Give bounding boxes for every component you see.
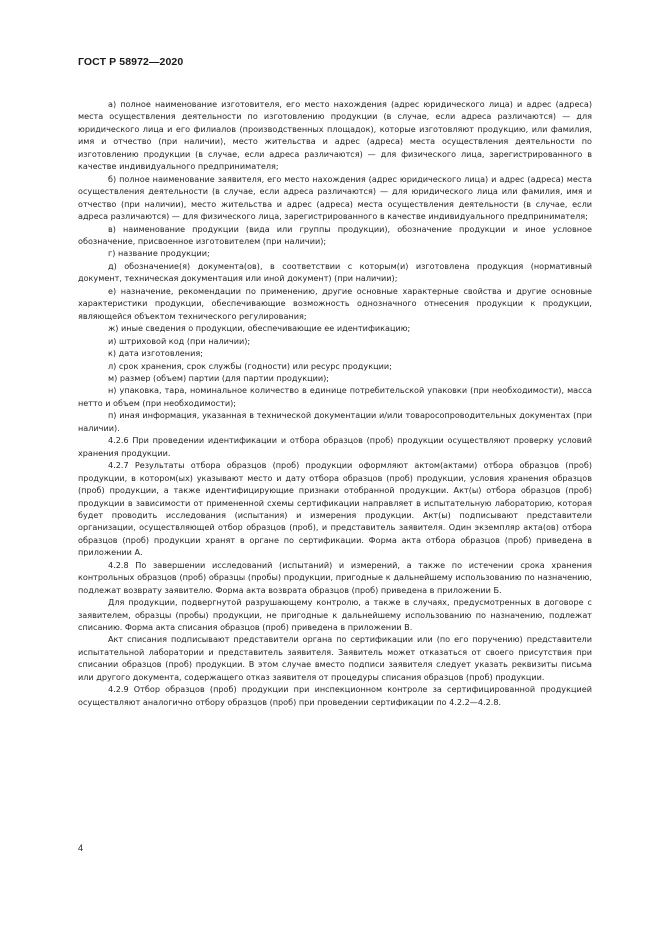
paragraph-item-zh: ж) иные сведения о продукции, обеспечивающие ее идентификацию; — [108, 323, 411, 334]
document-header: ГОСТ Р 58972—2020 — [78, 56, 184, 68]
paragraph-item-k: к) дата изготовления; — [108, 348, 203, 359]
paragraph-destructive-control: Для продукции, подвергнутой разрушающему контролю, а также в случаях, предусмотренных в договоре с заявителем, образцы (пробы) продукции, не пригодные к дальнейшему использованию по назначению, подлежат списанию. Форма акта списания образцов (проб) приведена в приложении В. — [78, 597, 592, 633]
paragraph-item-n: н) упаковка, тара, номинальное количество в единице потребительской упаковки (при необходимости), масса нетто и объем (при необходимости); — [78, 385, 592, 408]
document-body — [78, 98, 592, 708]
paragraph-item-p: п) иная информация, указанная в технической документации и/или товаросопроводительных документах (при наличии). — [78, 410, 592, 433]
paragraph-item-e: е) назначение, рекомендации по применению, другие основные характерные свойства и другие основные характеристики продукции, обеспечивающие возможность однозначного отнесения продукции к продукции, являющейся объектом технического регулирования; — [78, 285, 592, 321]
paragraph-item-a: а) полное наименование изготовителя, его место нахождения (адрес юридического лица) и адрес (адреса) места осуществления деятельности по изготовлению продукции (в случае, если адреса различаются) — для юридического лица и его филиалов (производственных площадок), которые изготовляют продукцию, или фамилия, имя и отчество (при наличии), место жительства и адрес (адреса) места осуществления деятельности по изготовлению продукции (в случае, если адреса различаются) — для физического лица, зарегистрированного в качестве индивидуального предпринимателя; — [78, 99, 592, 172]
page-number: 4 — [78, 843, 84, 853]
paragraph-item-d: д) обозначение(я) документа(ов), в соответствии с которым(и) изготовлена продукция (нормативный документ, техническая документация или иной документ) (при наличии); — [78, 260, 592, 284]
paragraph-item-m: м) размер (объем) партии (для партии продукции); — [108, 372, 330, 383]
paragraph-4-2-7: 4.2.7 Результаты отбора образцов (проб) продукции оформляют актом(актами) отбора образцов (проб) продукции, в котором(ых) указывают место и дату отбора образцов (проб) продукции, условия хранения образцов (проб) продукции, а также идентифицирующие признаки отобранной продукции. Акт(ы) отбора образцов (проб) продукции в зависимости от примененной схемы сертификации направляет в испытательную лабораторию, которая будет проводить исследования (испытания) и измерения продукции. Акт(ы) подписывают представители организации, осуществляющей отбор образцов (проб), и представитель заявителя. Один экземпляр акта(ов) отбора образцов (проб) продукции хранят в органе по сертификации. Форма акта отбора образцов (проб) приведена в приложении А. — [78, 460, 592, 558]
paragraph-item-i: и) штриховой код (при наличии); — [108, 335, 251, 346]
paragraph-write-off-act: Акт списания подписывают представители органа по сертификации или (по его поручению) представители испытательной лаборатории и представитель заявителя. Заявитель может отказаться от своего присутствия при списании образцов (проб) продукции. В этом случае вместо подписи заявителя следует указать реквизиты письма или другого документа, содержащего отказ заявителя от процедуры списания образцов (проб) продукции. — [78, 634, 592, 682]
paragraph-item-b: б) полное наименование заявителя, его место нахождения (адрес юридического лица) и адрес (адреса) места осуществления деятельности (в случае, если адреса различаются) — для юридического лица или фамилия, имя и отчество (при наличии), место жительства и адрес (адреса) места осуществления деятельности (в случае, если адреса различаются) — для физического лица, зарегистрированного в качестве индивидуального предпринимателя; — [78, 173, 592, 222]
paragraph-item-v: в) наименование продукции (вида или группы продукции), обозначение продукции и иное условное обозначение, присвоенное изготовителем (при наличии); — [78, 223, 592, 246]
paragraph-4-2-6: 4.2.6 При проведении идентификации и отбора образцов (проб) продукции осуществляют проверку условий хранения продукции. — [78, 435, 592, 458]
paragraph-item-g: г) название продукции; — [108, 248, 210, 259]
paragraph-item-l: л) срок хранения, срок службы (годности) или ресурс продукции; — [108, 360, 392, 371]
paragraph-4-2-8: 4.2.8 По завершении исследований (испытаний) и измерений, а также по истечении срока хранения контрольных образцов (проб) образцы (пробы) продукции, пригодные к дальнейшему использованию по назначению, подлежат возврату заявителю. Форма акта возврата образцов (проб) приведена в приложении Б. — [78, 559, 592, 595]
paragraph-4-2-9: 4.2.9 Отбор образцов (проб) продукции при инспекционном контроле за сертифицированной продукцией осуществляют аналогично отбору образцов (проб) при проведении сертификации по 4.2.2—4.2.8. — [78, 684, 592, 707]
